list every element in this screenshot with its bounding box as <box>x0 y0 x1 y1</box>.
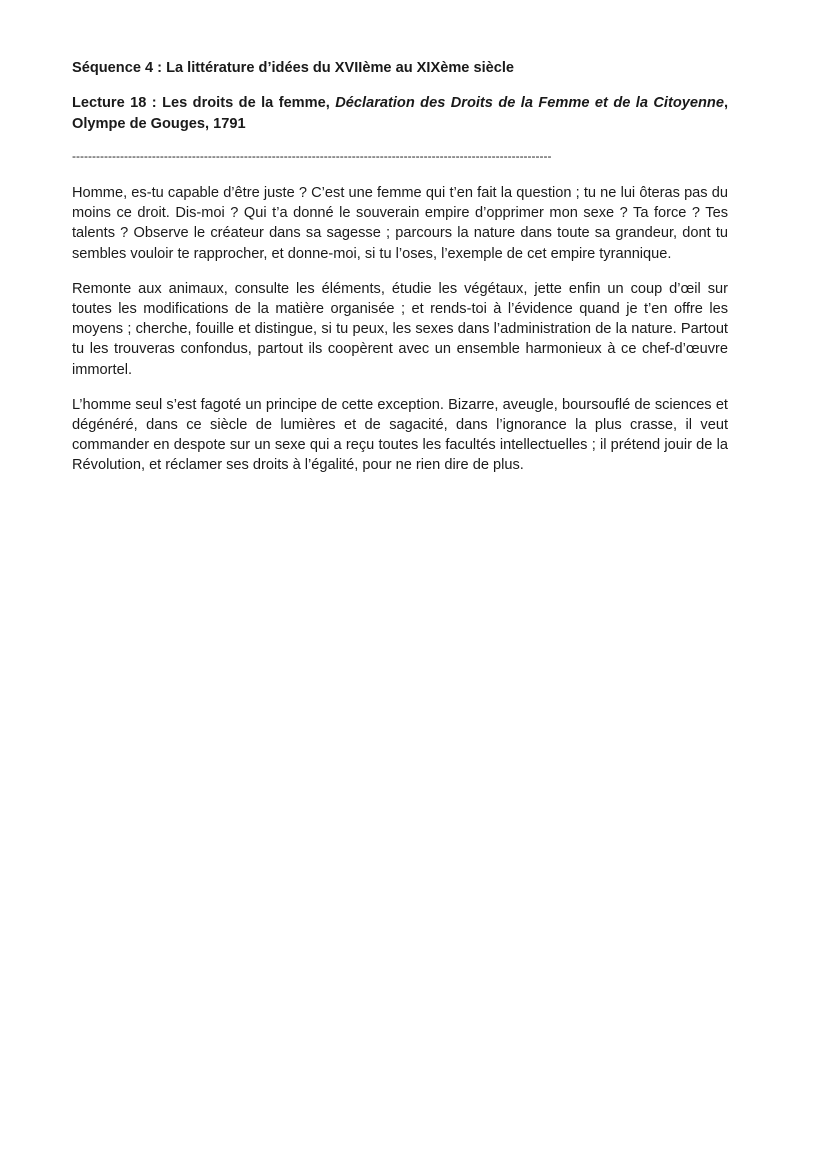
text-paragraph: Remonte aux animaux, consulte les éléments, étudie les végétaux, jette enfin un coup d’œil sur toutes les modifications de la matière organisée ; et rends-toi à l’évidence quand je t’en offre les moyens ; cherche, fouille et distingue, si tu peux, les sexes dans l’administration de la nature. Partout tu les trouveras confondus, partout ils coopèrent avec un ensemble harmonieux à ce chef-d’œuvre immortel. <box>72 280 728 378</box>
dashed-separator: ------------------------------------------------------------------------------------------------------------------------ <box>72 149 552 163</box>
lecture-title-work: Déclaration des Droits de la Femme et de la Citoyenne <box>335 95 724 111</box>
text-paragraph: L’homme seul s’est fagoté un principe de cette exception. Bizarre, aveugle, boursouflé de sciences et dégénéré, dans ce siècle de lumières et de sagacité, dans l’ignorance la plus crasse, il veut commander en despote sur un sexe qui a reçu toutes les facultés intellectuelles ; il prétend jouir de la Révolution, et réclamer ses droits à l’égalité, pour ne rien dire de plus. <box>72 396 728 474</box>
sequence-title: Séquence 4 : La littérature d’idées du XVIIème au XIXème siècle <box>72 60 515 76</box>
lecture-title-suffix: , Olympe de Gouges, 1791 <box>72 95 729 132</box>
lecture-title-prefix: Lecture 18 : Les droits de la femme, <box>72 95 336 111</box>
text-paragraph: Homme, es-tu capable d’être juste ? C’est une femme qui t’en fait la question ; tu ne lui ôteras pas du moins ce droit. Dis-moi ? Qui t’a donné le souverain empire d’opprimer mon sexe ? Ta force ? Tes talents ? Observe le créateur dans sa sagesse ; parcours la nature dans toute sa grandeur, dont tu sembles vouloir te rapprocher, et donne-moi, si tu l’oses, l’exemple de cet empire tyrannique. <box>72 185 728 262</box>
document-page <box>72 58 728 476</box>
lecture-title <box>72 93 728 135</box>
